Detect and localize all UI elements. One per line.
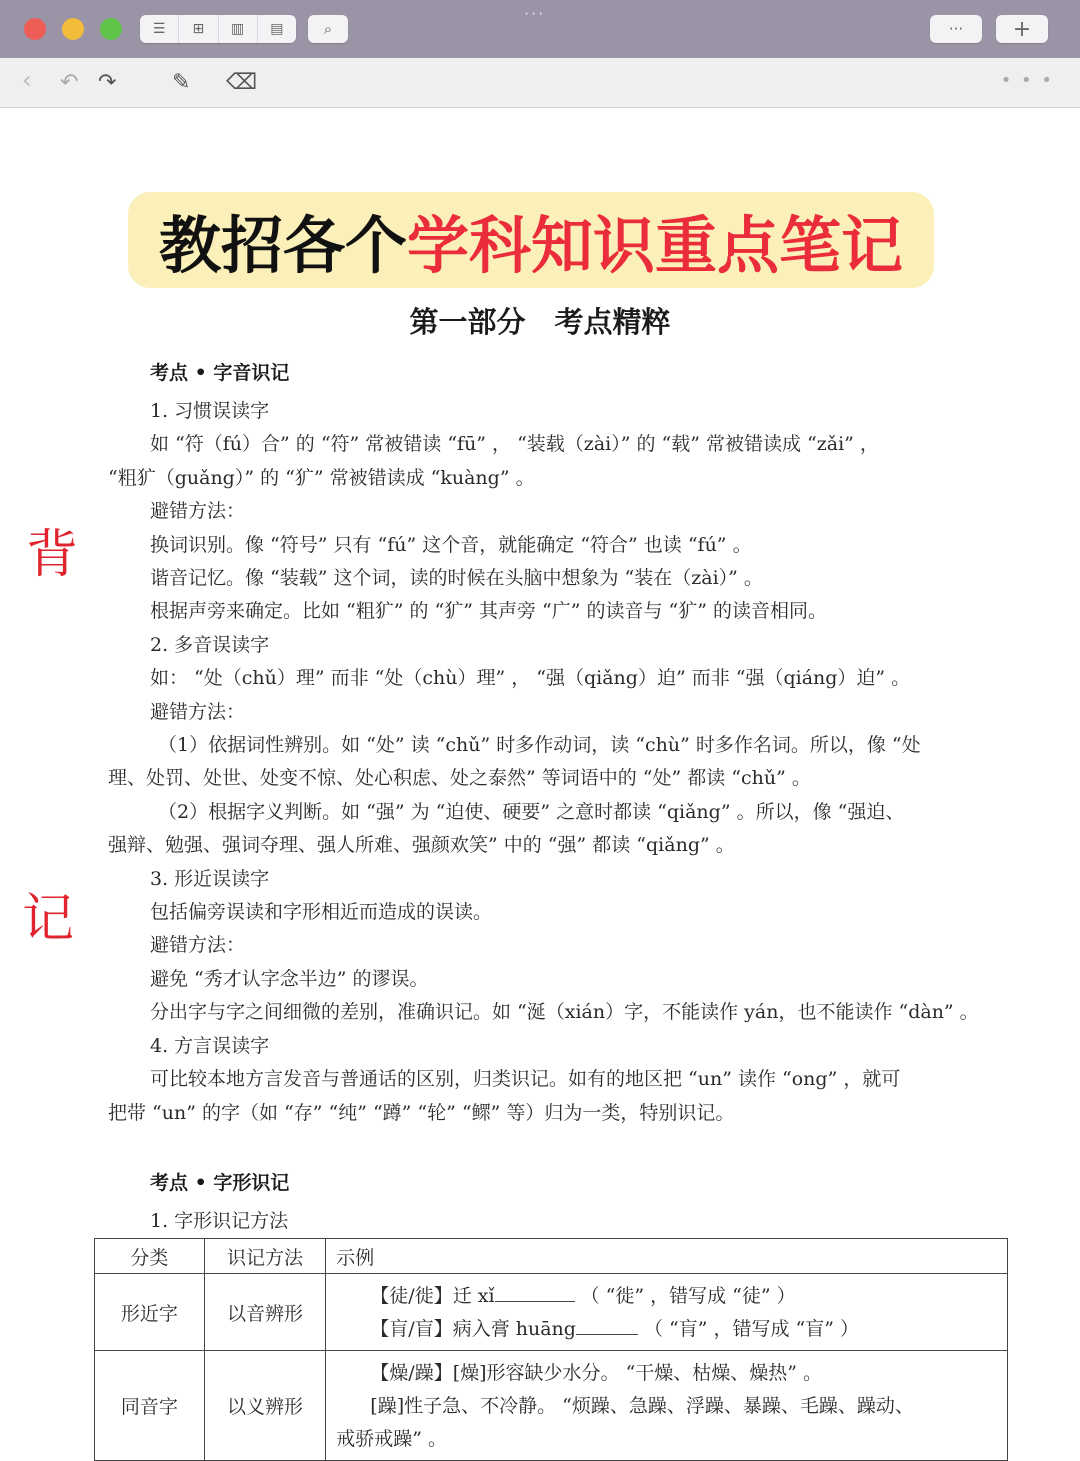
example-line: [躁]性子急、不冷静。 “烦躁、急躁、浮躁、暴躁、毛躁、躁动、 (370, 1395, 914, 1417)
text-line: 换词识别。像 “符号” 只有 “fú” 这个音，就能确定 “符合” 也读 “fú” 。 (150, 534, 752, 556)
title-black-part: 教招各个 (158, 208, 407, 282)
glyph-method-table (94, 1238, 1008, 1461)
example-line: 戒骄戒躁” 。 (336, 1428, 448, 1450)
search-button[interactable] (308, 15, 348, 43)
grid-view-icon[interactable]: ⊞ (179, 15, 218, 43)
text-line: 避免 “秀才认字念半边” 的谬误。 (150, 968, 429, 990)
section-heading-glyph: 考点 • 字形识记 (150, 1172, 290, 1194)
table-header-cell: 分类 (95, 1239, 205, 1274)
minimize-window-button[interactable] (62, 18, 84, 40)
eraser-icon[interactable]: ⌫ (226, 70, 258, 95)
text-line: 强辩、勉强、强词夺理、强人所难、强颜欢笑” 中的 “强” 都读 “qiǎng” 。 (108, 834, 735, 856)
table-cell-category: 同音字 (95, 1351, 205, 1461)
document-title (128, 192, 934, 288)
handwritten-note-1: 背 (26, 525, 79, 585)
text-line: 避错方法： (150, 500, 246, 522)
title-bar (0, 0, 1080, 58)
table-row (95, 1351, 1008, 1461)
text-line: 避错方法： (150, 934, 246, 956)
text-line: “粗犷（guǎng）” 的 “犷” 常被错读成 “kuàng” 。 (108, 467, 535, 489)
section-heading-pronunciation: 考点 • 字音识记 (150, 362, 290, 384)
table-cell-example (326, 1351, 1008, 1461)
text-line: 3. 形近误读字 (150, 868, 270, 890)
example-text: （ “徙” ，错写成 “徒” ） (580, 1285, 796, 1307)
text-line: （1）依据词性辨别。如 “处” 读 “chǔ” 时多作动词，读 “chù” 时多作名词。所以，像 “处 (158, 734, 921, 756)
table-row (95, 1274, 1008, 1351)
undo-icon[interactable]: ↶ (60, 70, 79, 95)
example-line (370, 1313, 997, 1346)
add-button[interactable]: + (996, 15, 1048, 43)
calendar-view-icon[interactable]: ▤ (270, 21, 284, 37)
text-line: 避错方法： (150, 701, 246, 723)
book-view-icon[interactable]: ▥ (219, 15, 258, 43)
maximize-window-button[interactable] (100, 18, 122, 40)
pen-icon[interactable]: ✎ (172, 70, 191, 95)
table-cell-category: 形近字 (95, 1274, 205, 1351)
list-view-icon[interactable]: ☰ (140, 15, 179, 43)
text-line: 理、处罚、处世、处变不惊、处心积虑、处之泰然” 等词语中的 “处” 都读 “chǔ” 。 (108, 767, 811, 789)
text-line: 4. 方言误读字 (150, 1035, 270, 1057)
table-cell-method: 以义辨形 (204, 1351, 326, 1461)
example-text: （ “肓” ，错写成 “盲” ） (644, 1318, 860, 1340)
text-line: 可比较本地方言发音与普通话的区别，归类识记。如有的地区把 “un” 读作 “ong” ，就可 (150, 1068, 901, 1090)
more-button[interactable]: ··· (930, 15, 982, 43)
overflow-menu-button[interactable]: • • • (1000, 70, 1054, 91)
text-line: 把带 “un” 的字（如 “存” “纯” “蹲” “轮” “鳏” 等）归为一类，特别识记。 (108, 1102, 735, 1124)
drag-handle[interactable]: ··· (524, 4, 546, 23)
text-line: 包括偏旁误读和字形相近而造成的误读。 (150, 901, 493, 923)
redo-icon[interactable]: ↷ (98, 70, 117, 95)
example-line (370, 1280, 997, 1313)
text-line: 分出字与字之间细微的差别，准确识记。如 “涎（xián）字，不能读作 yán，也不能读作 “dàn” 。 (150, 1001, 979, 1023)
table-cell-method: 以音辨形 (204, 1274, 326, 1351)
editing-toolbar (0, 58, 1080, 108)
text-line: （2）根据字义判断。如 “强” 为 “迫使、硬要” 之意时都读 “qiǎng” 。所以，像 “强迫、 (158, 801, 905, 823)
text-line: 1. 习惯误读字 (150, 400, 270, 422)
text-line: 谐音记忆。像 “装载” 这个词，读的时候在头脑中想象为 “装在（zài）” 。 (150, 567, 763, 589)
table-header-cell: 示例 (326, 1239, 1008, 1274)
table-header-cell: 识记方法 (204, 1239, 326, 1274)
table-header-row (95, 1239, 1008, 1274)
handwritten-note-2: 记 (22, 889, 75, 949)
text-line: 2. 多音误读字 (150, 634, 270, 656)
text-line: 如 “符（fú）合” 的 “符” 常被错读 “fū” ， “装载（zài）” 的 “载” 常被错读成 “zǎi” ， (150, 433, 879, 455)
part-title: 第一部分 考点精粹 (409, 305, 671, 339)
example-text: 【徒/徙】迁 xǐ (370, 1285, 495, 1307)
text-line: 如： “处（chǔ）理” 而非 “处（chù）理” ， “强（qiǎng）迫” 而非 “强（qiáng）迫” 。 (150, 667, 911, 689)
text-line: 1. 字形识记方法 (150, 1210, 289, 1232)
table-cell-example (326, 1274, 1008, 1351)
back-icon[interactable]: ‹ (22, 66, 32, 94)
blank-underline (495, 1301, 575, 1302)
example-line: 【燥/躁】[燥]形容缺少水分。 “干燥、枯燥、燥热” 。 (370, 1362, 823, 1384)
search-icon: ⌕ (323, 20, 333, 38)
blank-underline (576, 1334, 638, 1335)
title-red-part: 学科知识重点笔记 (407, 208, 904, 282)
text-line: 根据声旁来确定。比如 “粗犷” 的 “犷” 其声旁 “广” 的读音与 “犷” 的读音相同。 (150, 600, 828, 622)
close-window-button[interactable] (24, 18, 46, 40)
view-mode-switcher (140, 15, 296, 43)
example-text: 【肓/盲】病入膏 huāng (370, 1318, 576, 1340)
